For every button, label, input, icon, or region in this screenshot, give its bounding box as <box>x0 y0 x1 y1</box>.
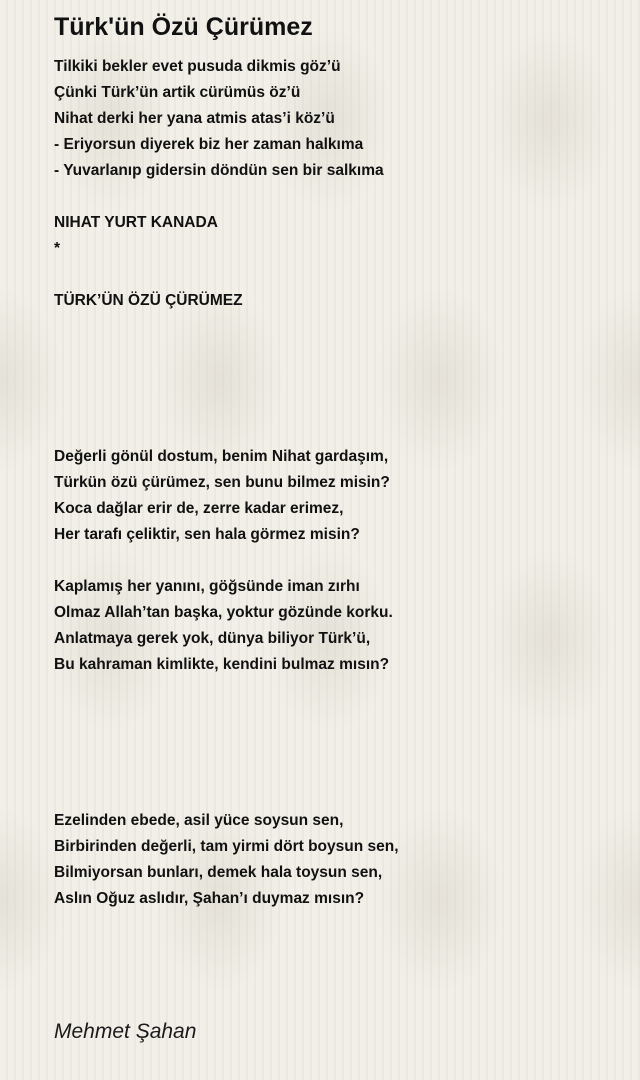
poem-line: Türkün özü çürümez, sen bunu bilmez misin? <box>54 474 390 491</box>
poem-blank-line <box>54 704 399 730</box>
poem-line: Birbirinden değerli, tam yirmi dört boysun sen, <box>54 838 399 855</box>
poem-line: Çünki Türk’ün artik cürümüs öz’ü <box>54 84 301 101</box>
poem-line: TÜRK’ÜN ÖZÜ ÇÜRÜMEZ <box>54 292 243 309</box>
poem-line: Ezelinden ebede, asil yüce soysun sen, <box>54 812 344 829</box>
poem-line: Nihat derki her yana atmis atas’i köz’ü <box>54 110 335 127</box>
poem-title: Türk'ün Özü Çürümez <box>54 13 313 41</box>
poem-blank-line <box>54 314 399 340</box>
poem-line: Bu kahraman kimlikte, kendini bulmaz mısın? <box>54 656 390 673</box>
poem-line: Anlatmaya gerek yok, dünya biliyor Türk’ü, <box>54 630 371 647</box>
poem-blank-line <box>54 782 399 808</box>
poem-blank-line <box>54 392 399 418</box>
poem-blank-line <box>54 184 399 210</box>
poem-line: Kaplamış her yanını, göğsünde iman zırhı <box>54 578 360 595</box>
poem-line: Her tarafı çeliktir, sen hala görmez misin? <box>54 526 360 543</box>
poem-line: Tilkiki bekler evet pusuda dikmis göz’ü <box>54 58 341 75</box>
poem-line: Aslın Oğuz aslıdır, Şahan’ı duymaz mısın? <box>54 890 365 907</box>
poem-blank-line <box>54 730 399 756</box>
poem-blank-line <box>54 548 399 574</box>
poem-blank-line <box>54 678 399 704</box>
poem-line: Değerli gönül dostum, benim Nihat gardaşım, <box>54 448 389 465</box>
poem-body <box>54 54 399 912</box>
poem-blank-line <box>54 262 399 288</box>
poem-blank-line <box>54 756 399 782</box>
poem-line: - Yuvarlanıp gidersin döndün sen bir salkıma <box>54 162 384 179</box>
poem-line: Olmaz Allah’tan başka, yoktur gözünde korku. <box>54 604 393 621</box>
poem-line: NIHAT YURT KANADA <box>54 214 218 231</box>
poem-blank-line <box>54 366 399 392</box>
poem-blank-line <box>54 418 399 444</box>
poem-author: Mehmet Şahan <box>54 1020 197 1043</box>
poem-line: Bilmiyorsan bunları, demek hala toysun sen, <box>54 864 383 881</box>
poem-blank-line <box>54 340 399 366</box>
poem-line: Koca dağlar erir de, zerre kadar erimez, <box>54 500 344 517</box>
poem-line: * <box>54 240 61 257</box>
poem-line: - Eriyorsun diyerek biz her zaman halkıma <box>54 136 364 153</box>
